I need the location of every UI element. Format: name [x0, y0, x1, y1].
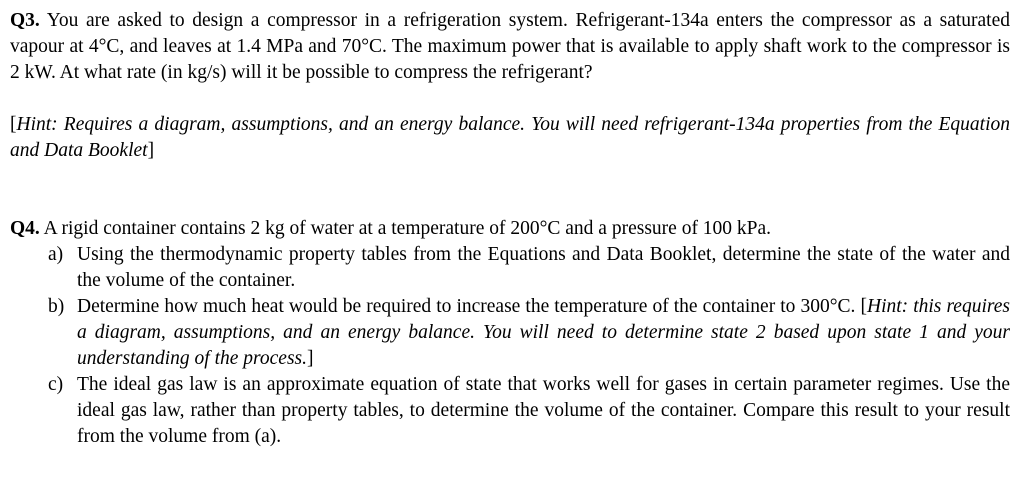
question-4-body: A rigid container contains 2 kg of water at a temperature of 200°C and a pressure of 100 kPa.	[43, 218, 772, 239]
hint-close-bracket: ]	[147, 140, 155, 161]
question-4-text	[10, 216, 1010, 242]
part-marker: c)	[48, 374, 64, 395]
part-text: The ideal gas law is an approximate equation of state that works well for gases in certain parameter regimes. Use the ideal gas law, rather than property tables, to determine the volume of the container. Compare this result to your result from the volume from (a).	[77, 374, 1010, 447]
question-3-hint-text	[10, 112, 1010, 164]
part-marker: b)	[48, 296, 65, 317]
question-4-part-c	[10, 372, 1010, 450]
question-3-number: Q3.	[10, 10, 40, 31]
question-4-parts	[10, 242, 1010, 450]
part-marker: a)	[48, 244, 64, 265]
hint-open-bracket: [	[10, 114, 17, 135]
part-b-hint: Hint: this requires a diagram, assumptions, and an energy balance. You will need to determine state 2 based upon state 1 and your understanding of the process.	[77, 296, 1010, 369]
question-3	[10, 8, 1010, 86]
part-text: Using the thermodynamic property tables from the Equations and Data Booklet, determine the state of the water and the volume of the container.	[77, 244, 1010, 291]
question-4-part-b	[10, 294, 1010, 372]
question-3-hint-body: Hint: Requires a diagram, assumptions, and an energy balance. You will need refrigerant-134a properties from the Equation and Data Booklet	[10, 114, 1010, 161]
part-body: Determine how much heat would be required to increase the temperature of the container to 300°C.	[77, 296, 856, 317]
question-4-number: Q4.	[10, 218, 40, 239]
part-text	[77, 294, 1010, 372]
hint-close-bracket: ]	[307, 348, 314, 369]
hint-open-bracket: [	[860, 296, 867, 317]
question-3-body: You are asked to design a compressor in a refrigeration system. Refrigerant-134a enters the compressor as a saturated vapour at 4°C, and leaves at 1.4 MPa and 70°C. The maximum power that is available to apply shaft work to the compressor is 2 kW. At what rate (in kg/s) will it be possible to compress the refrigerant?	[10, 10, 1011, 83]
question-3-text	[10, 8, 1010, 86]
question-3-hint	[10, 112, 1010, 164]
question-4	[10, 216, 1010, 450]
question-4-part-a	[10, 242, 1010, 294]
